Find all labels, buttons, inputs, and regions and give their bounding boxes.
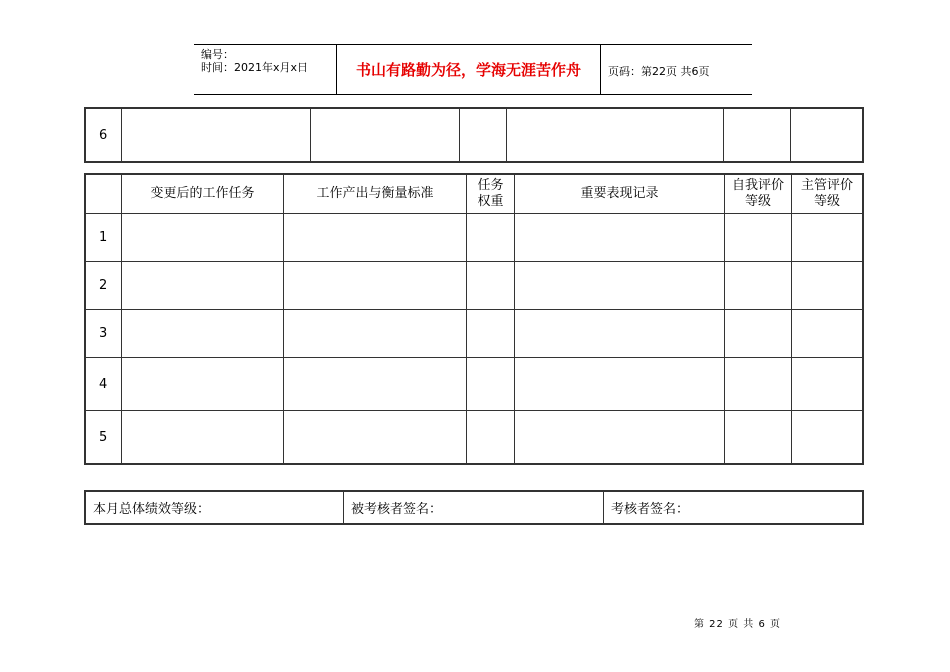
signature-table: [85, 491, 863, 524]
cell[interactable]: [467, 310, 515, 358]
table-row: [86, 358, 863, 411]
cell[interactable]: [792, 411, 863, 464]
cell[interactable]: [515, 358, 725, 411]
cell[interactable]: [284, 214, 467, 262]
table-row: [86, 310, 863, 358]
cell[interactable]: [122, 262, 284, 310]
page-label: 页码：第22页 共6页: [608, 65, 710, 78]
header-blank: [86, 175, 122, 214]
row-number: 5: [86, 411, 122, 464]
document-header: [194, 44, 752, 95]
date-label: 时间：2021年x月x日: [201, 61, 309, 74]
cell[interactable]: [725, 214, 792, 262]
cell[interactable]: [122, 214, 284, 262]
page-footer: 第 22 页 共 6 页: [694, 619, 781, 630]
row-number: 1: [86, 214, 122, 262]
table-row: [86, 262, 863, 310]
cell[interactable]: [122, 358, 284, 411]
cell[interactable]: [725, 310, 792, 358]
cell[interactable]: [725, 262, 792, 310]
cell[interactable]: [724, 109, 791, 162]
table-row: [86, 109, 863, 162]
cell[interactable]: [792, 262, 863, 310]
table-header-row: [86, 175, 863, 214]
appraisee-signature-cell[interactable]: 被考核者签名：: [344, 492, 604, 524]
cell[interactable]: [467, 411, 515, 464]
cell[interactable]: [284, 310, 467, 358]
table-row: [86, 492, 863, 524]
cell[interactable]: [792, 214, 863, 262]
cell[interactable]: [122, 310, 284, 358]
changed-task-table: [85, 174, 863, 464]
header-task-weight: [467, 175, 515, 214]
header-task-weight-line2: 权重: [477, 194, 504, 209]
row-number: 6: [86, 109, 122, 162]
cell[interactable]: [284, 358, 467, 411]
header-manager-rating-line1: 主管评价: [800, 178, 853, 193]
header-task-weight-line1: 任务: [477, 178, 504, 193]
header-performance-record: 重要表现记录: [515, 175, 725, 214]
cell[interactable]: [284, 262, 467, 310]
cell[interactable]: [467, 262, 515, 310]
cell[interactable]: [507, 109, 724, 162]
cell[interactable]: [515, 310, 725, 358]
row-number: 3: [86, 310, 122, 358]
header-self-rating: [725, 175, 792, 214]
header-manager-rating: [792, 175, 863, 214]
header-meta-cell: [194, 45, 337, 94]
cell[interactable]: [311, 109, 460, 162]
cell[interactable]: [725, 358, 792, 411]
motto-text: 书山有路勤为径，学海无涯苦作舟: [337, 45, 601, 94]
table-row: [86, 214, 863, 262]
appraiser-signature-cell[interactable]: 考核者签名：: [604, 492, 863, 524]
cell[interactable]: [467, 214, 515, 262]
cell[interactable]: [515, 262, 725, 310]
header-output-standard: 工作产出与衡量标准: [284, 175, 467, 214]
cell[interactable]: [791, 109, 863, 162]
previous-task-table: [85, 108, 863, 162]
cell[interactable]: [467, 358, 515, 411]
table-row: [86, 411, 863, 464]
monthly-grade-cell[interactable]: 本月总体绩效等级：: [86, 492, 344, 524]
header-changed-task: 变更后的工作任务: [122, 175, 284, 214]
row-number: 4: [86, 358, 122, 411]
cell[interactable]: [460, 109, 507, 162]
header-manager-rating-line2: 等级: [813, 194, 840, 209]
cell[interactable]: [284, 411, 467, 464]
header-self-rating-line1: 自我评价: [731, 178, 784, 193]
cell[interactable]: [725, 411, 792, 464]
row-number: 2: [86, 262, 122, 310]
cell[interactable]: [122, 109, 311, 162]
cell[interactable]: [515, 214, 725, 262]
cell[interactable]: [122, 411, 284, 464]
number-label: 编号：: [201, 48, 234, 61]
cell[interactable]: [515, 411, 725, 464]
header-self-rating-line2: 等级: [744, 194, 771, 209]
cell[interactable]: [792, 310, 863, 358]
cell[interactable]: [792, 358, 863, 411]
